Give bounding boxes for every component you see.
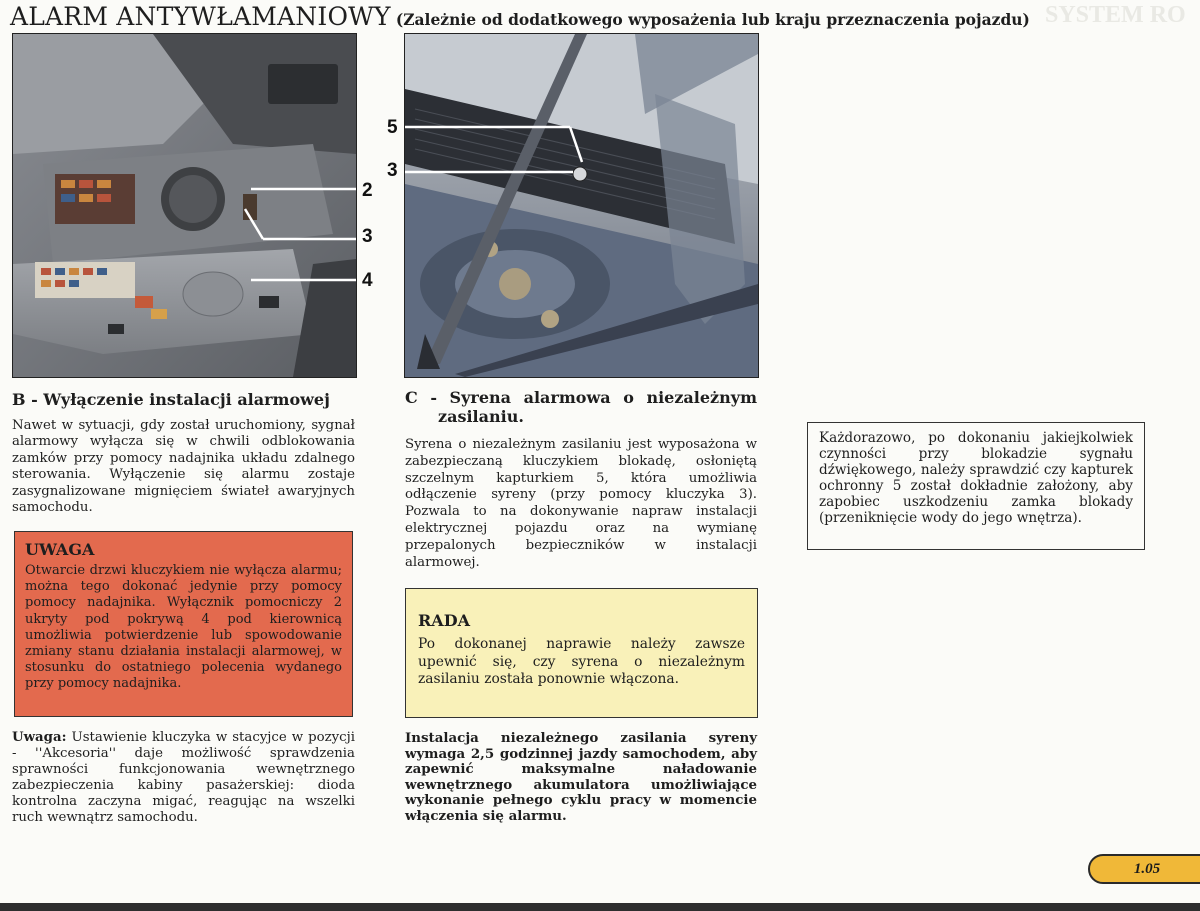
framed-note	[807, 422, 1145, 550]
figure-c-photo	[404, 33, 759, 378]
bottom-border	[0, 903, 1200, 911]
section-c-heading-line1: C - Syrena alarmowa o niezależnym	[405, 388, 757, 407]
warning-heading: UWAGA	[25, 540, 95, 559]
section-b-heading: B - Wyłączenie instalacji alarmowej	[12, 390, 330, 409]
section-c-heading	[405, 388, 757, 426]
key-note	[12, 730, 355, 826]
figure-c-callout-5: 5	[387, 117, 398, 138]
page-title-main: ALARM ANTYWŁAMANIOWY	[10, 2, 391, 31]
section-c-text: Syrena o niezależnym zasilaniu jest wyposażona w zabezpieczaną kluczykiem blokadę, osłoniętą szczelnym kapturkiem 5, która umożliwia odłączenie syreny (przy pomocy kluczyka 3). Pozwala to na dokonywanie napraw instalacji elektrycznej pojazdu oraz na wymianę przepalonych bezpieczników w instalacji alarmowej.	[405, 437, 757, 570]
page-title	[10, 2, 1030, 31]
section-b-text: Nawet w sytuacji, gdy został uruchomiony, sygnał alarmowy wyłącza się w chwili odblokowania zamków przy pomocy nadajnika układu zdalnego sterowania. Wyłączenie się alarmu zostaje zasygnalizowane mignięciem świateł awaryjnych samochodu.	[12, 418, 355, 516]
siren-illustration	[405, 34, 758, 377]
figure-b-callout-4: 4	[362, 270, 373, 291]
key-note-text: Ustawienie kluczyka w stacyjce w pozycji - ''Akcesoria'' daje możliwość sprawdzenia sprawności funkcjonowania wewnętrznego zabezpieczenia kabiny pasażerskiej: dioda kontrolna zaczyna migać, reagując na wszelki ruch wewnątrz samochodu.	[12, 730, 355, 825]
tip-text: Po dokonanej naprawie należy zawsze upewnić się, czy syrena o niezależnym zasilaniu została ponownie włączona.	[418, 636, 745, 687]
ghost-title: SYSTEM RO	[1045, 2, 1186, 28]
battery-note: Instalacja niezależnego zasilania syreny wymaga 2,5 godzinnej jazdy samochodem, aby zapewnić maksymalne naładowanie wewnętrznego akumulatora umożliwiające wykonanie pełnego cyklu pracy w momencie włączenia się alarmu.	[405, 730, 757, 824]
tip-heading: RADA	[418, 611, 470, 630]
page-title-subtitle: (Zależnie od dodatkowego wyposażenia lub kraju przeznaczenia pojazdu)	[395, 10, 1030, 29]
warning-text: Otwarcie drzwi kluczykiem nie wyłącza alarmu; można tego dokonać jedynie przy pomocy pomocy nadajnika. Wyłącznik pomocniczy 2 ukryty pod pokrywą 4 pod kierownicą umożliwia potwierdzenie lub spowodowanie zmiany stanu działania instalacji alarmowej, w stosunku do ostatniego polecenia wydanego przy pomocy nadajnika.	[25, 563, 342, 692]
key-note-label: Uwaga:	[12, 730, 67, 745]
dashboard-illustration	[13, 34, 356, 377]
tip-box	[405, 588, 758, 718]
figure-b-callout-3: 3	[362, 226, 373, 247]
figure-c-callout-3: 3	[387, 160, 398, 181]
section-c-heading-line2: zasilaniu.	[438, 407, 524, 426]
page-number-tab: 1.05	[1088, 854, 1200, 884]
figure-b-callout-2: 2	[362, 180, 373, 201]
framed-note-text: Każdorazowo, po dokonaniu jakiejkolwiek czynności przy blokadzie sygnału dźwiękowego, należy sprawdzić czy kapturek ochronny 5 został dokładnie założony, aby zapobiec uszkodzeniu zamka blokady (przeniknięcie wody do jego wnętrza).	[819, 430, 1133, 526]
figure-b-photo	[12, 33, 357, 378]
warning-box	[14, 531, 353, 717]
